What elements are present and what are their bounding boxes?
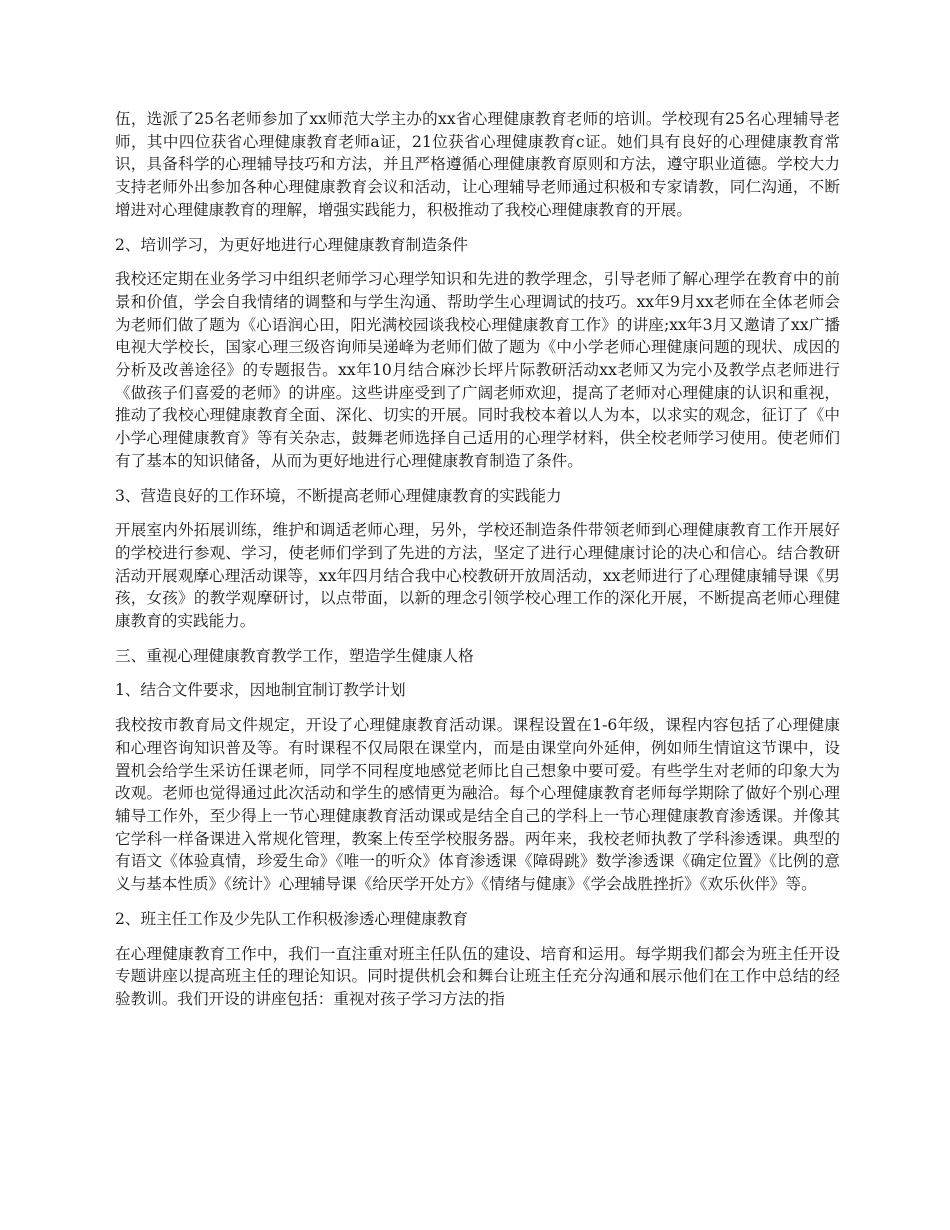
paragraph-curriculum: 我校按市教育局文件规定，开设了心理健康教育活动课。课程设置在1-6年级，课程内容包括了心理健康和心理咨询知识普及等。有时课程不仅局限在课堂内，而是由课堂向外延伸，例如师生情谊这节课中，设置机会给学生采访任课老师，同学不同程度地感觉老师比自己想象中要可爱。有些学生对老师的印象大为改观。老师也觉得通过此次活动和学生的感情更为融洽。每个心理健康教育老师每学期除了做好个别心理辅导工作外，至少得上一节心理健康教育活动课或是结全自己的学科上一节心理健康教育渗透课。并像其它学科一样备课进入常规化管理，教案上传至学校服务器。两年来，我校老师执教了学科渗透课。典型的有语文《体验真情，珍爱生命》《唯一的听众》体育渗透课《障碍跳》数学渗透课《确定位置》《比例的意义与基本性质》《统计》心理辅导课《给厌学开处方》《情绪与健康》《学会战胜挫折》《欢乐伙伴》等。 xyxy=(115,716,840,894)
heading-section-three: 三、重视心理健康教育教学工作，塑造学生健康人格 xyxy=(115,646,474,665)
document-page xyxy=(115,108,840,1023)
paragraph-lectures: 我校还定期在业务学习中组织老师学习心理学知识和先进的教学理念，引导老师了解心理学在教育中的前景和价值，学会自我情绪的调整和与学生沟通、帮助学生心理调试的技巧。xx年9月xx老师在全体老师会为老师们做了题为《心语润心田，阳光满校园谈我校心理健康教育工作》的讲座;xx年3月又邀请了xx广播电视大学校长，国家心理三级咨询师吴递峰为老师们做了题为《中小学老师心理健康问题的现状、成因的分析及改善途径》的专题报告。xx年10月结合麻沙长坪片际教研活动xx老师又为完小及教学点老师进行《做孩子们喜爱的老师》的讲座。这些讲座受到了广阔老师欢迎，提高了老师对心理健康的认识和重视，推动了我校心理健康教育全面、深化、切实的开展。同时我校本着以人为本，以求实的观念，征订了《中小学心理健康教育》等有关杂志，鼓舞老师选择自己适用的心理学材料，供全校老师学习使用。使老师们有了基本的知识储备，从而为更好地进行心理健康教育制造了条件。 xyxy=(115,270,840,470)
heading-teaching-plan: 1、结合文件要求，因地制宜制订教学计划 xyxy=(115,681,406,700)
paragraph-outdoor-training: 开展室内外拓展训练，维护和调适老师心理，另外，学校还制造条件带领老师到心理健康教育工作开展好的学校进行参观、学习，使老师们学到了先进的方法，坚定了进行心理健康讨论的决心和信心。结合教研活动开展观摩心理活动课等，xx年四月结合我中心校教研开放周活动，xx老师进行了心理健康辅导课《男孩，女孩》的教学观摩研讨，以点带面，以新的理念引领学校心理工作的深化开展，不断提高老师心理健康教育的实践能力。 xyxy=(115,521,840,631)
heading-training-study: 2、培训学习，为更好地进行心理健康教育制造条件 xyxy=(115,235,468,254)
heading-work-environment: 3、营造良好的工作环境，不断提高老师心理健康教育的实践能力 xyxy=(115,486,562,505)
paragraph-class-teacher-team: 在心理健康教育工作中，我们一直注重对班主任队伍的建设、培育和运用。每学期我们都会为班主任开设专题讲座以提高班主任的理论知识。同时提供机会和舞台让班主任充分沟通和展示他们在工作中总结的经验教训。我们开设的讲座包括：重视对孩子学习方法的指 xyxy=(115,944,840,1008)
paragraph-teacher-training: 伍，选派了25名老师参加了xx师范大学主办的xx省心理健康教育老师的培训。学校现有25名心理辅导老师，其中四位获省心理健康教育老师a证，21位获省心理健康教育c证。她们具有良好的心理健康教育常识，具备科学的心理辅导技巧和方法，并且严格遵循心理健康教育原则和方法，遵守职业道德。学校大力支持老师外出参加各种心理健康教育会议和活动，让心理辅导老师通过积极和专家请教，同仁沟通，不断增进对心理健康教育的理解，增强实践能力，积极推动了我校心理健康教育的开展。 xyxy=(115,110,840,219)
heading-class-teacher-work: 2、班主任工作及少先队工作积极渗透心理健康教育 xyxy=(115,909,468,928)
